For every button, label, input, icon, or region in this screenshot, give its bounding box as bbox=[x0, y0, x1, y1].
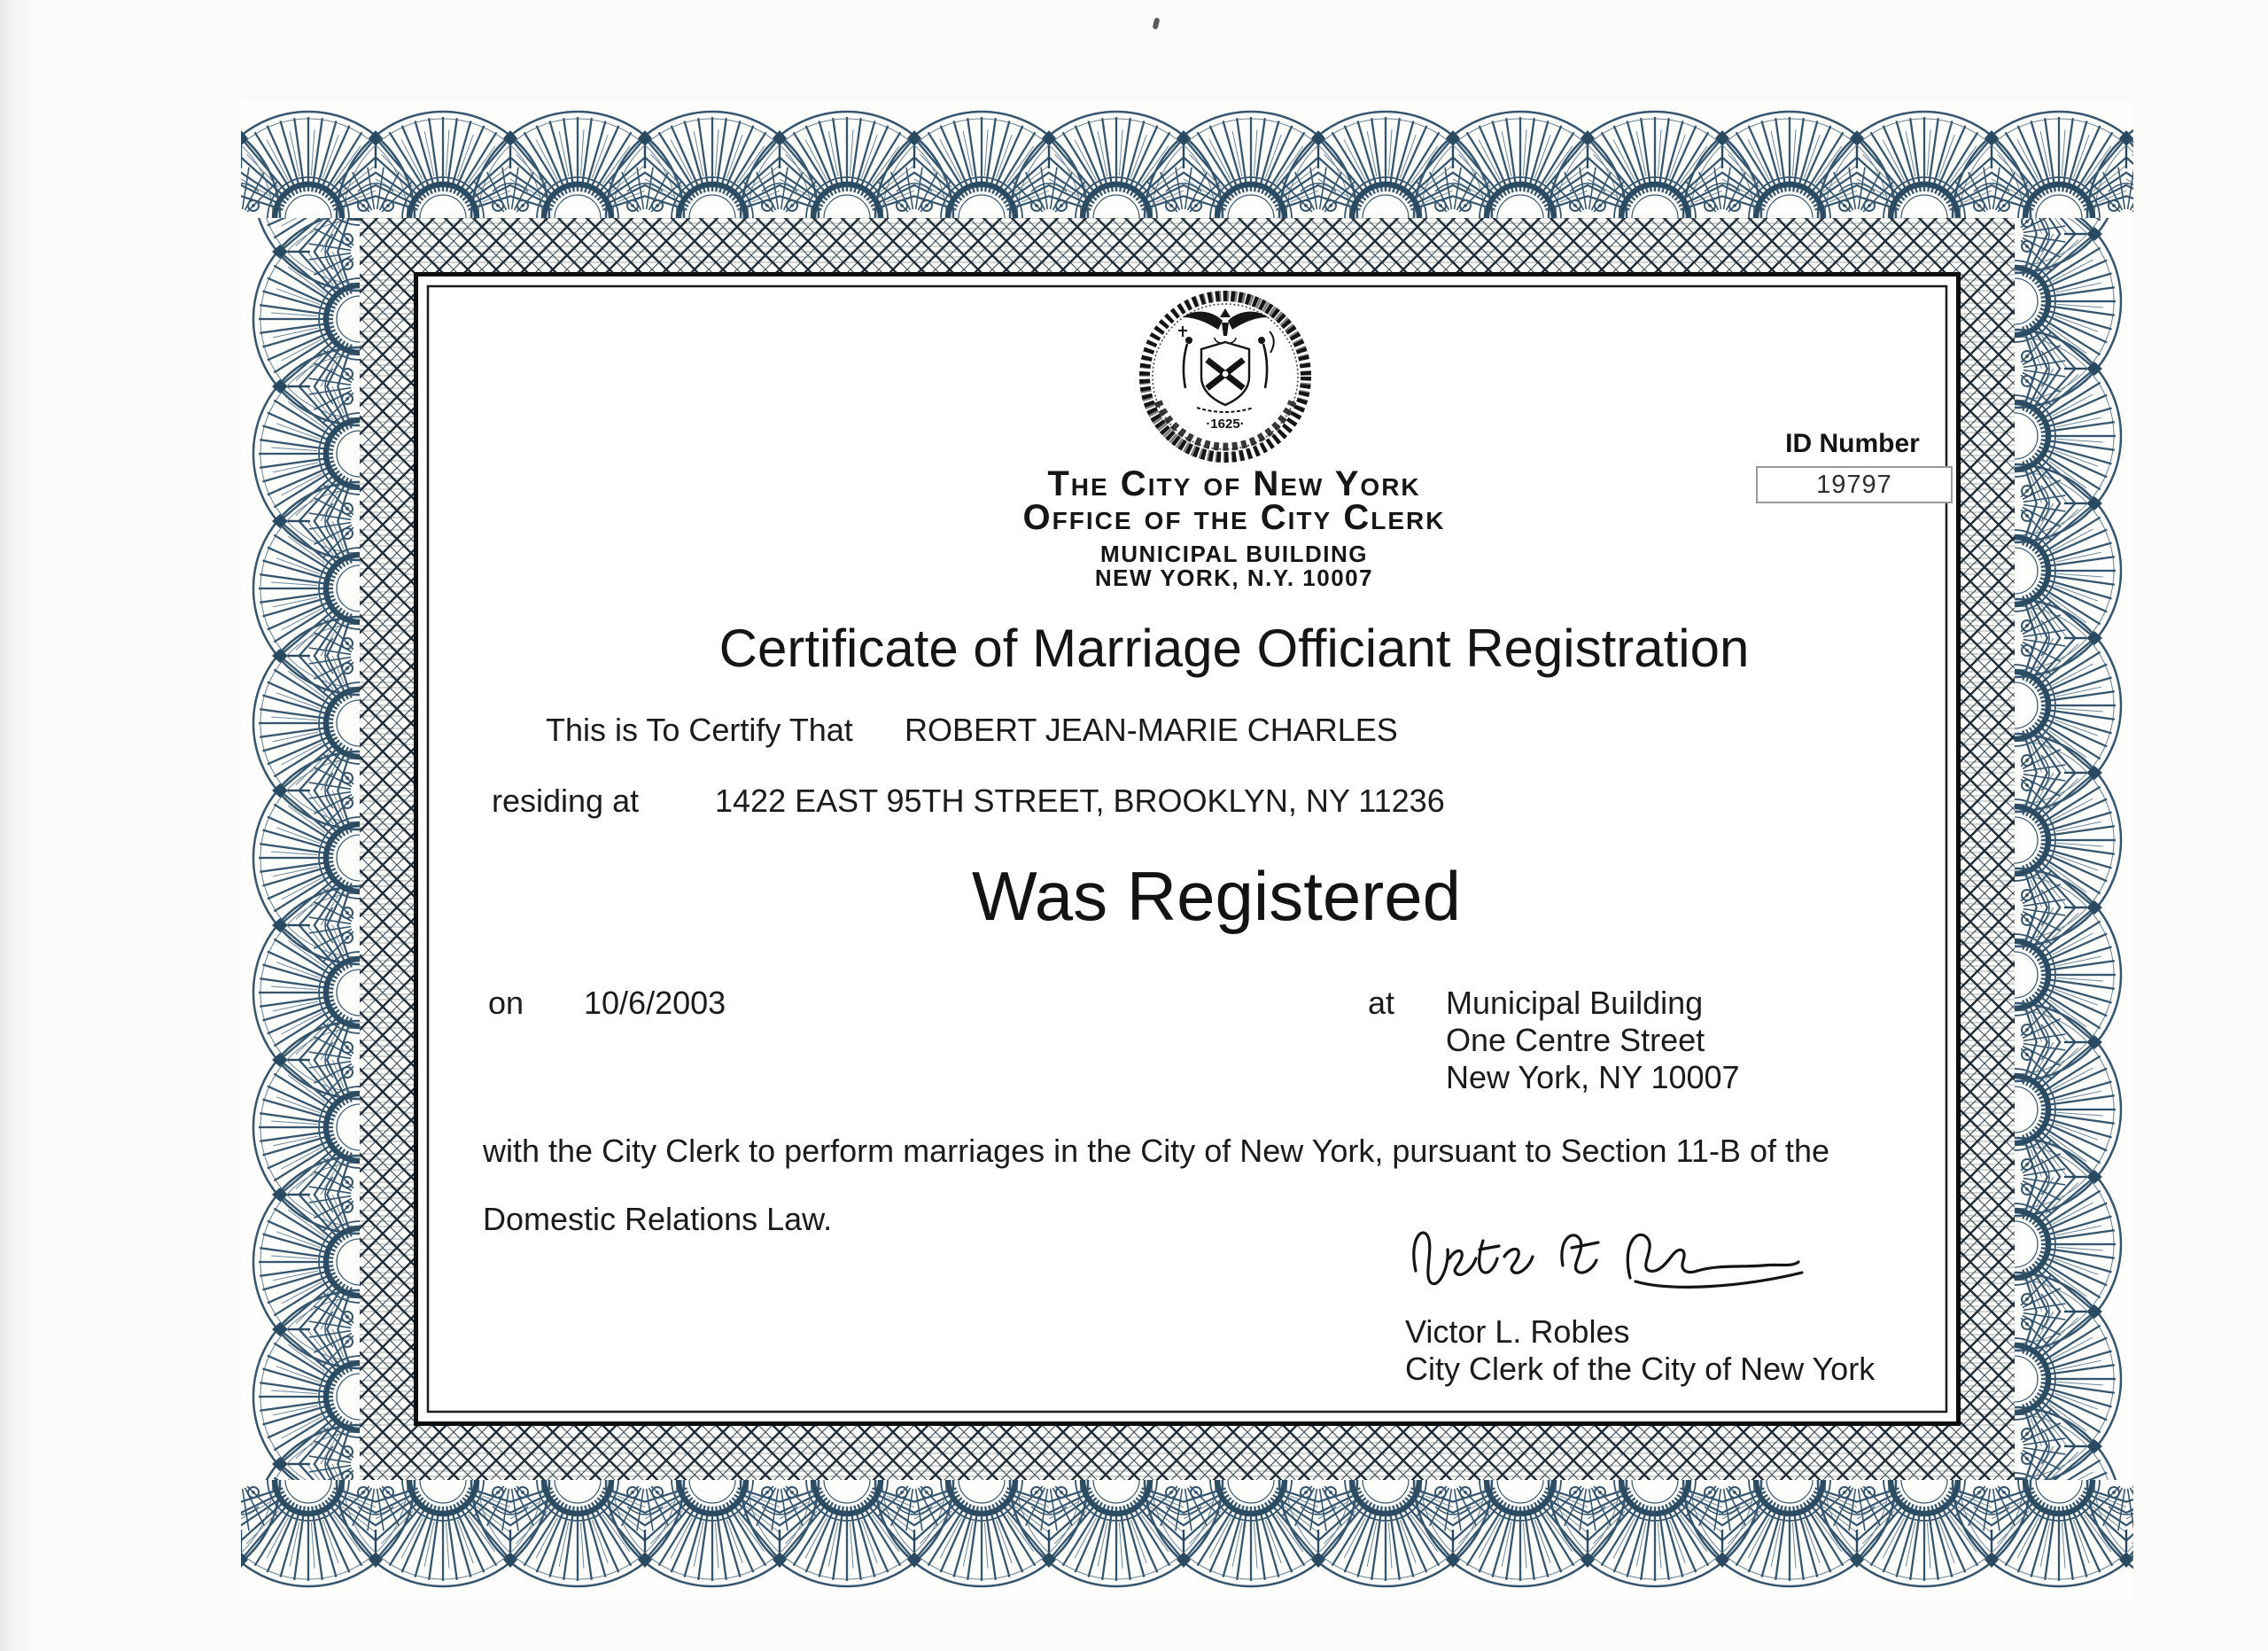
location-line-street: One Centre Street bbox=[1446, 1022, 1705, 1058]
signature-script bbox=[1398, 1219, 1814, 1290]
scan-artifact-mark bbox=[1153, 17, 1161, 29]
on-label: on bbox=[488, 985, 524, 1021]
header-building-line: MUNICIPAL BUILDING bbox=[1100, 541, 1368, 567]
residing-prefix: residing at bbox=[492, 783, 640, 819]
signer-title: City Clerk of the City of New York bbox=[1405, 1351, 1876, 1387]
header-office-line: Office of the City Clerk bbox=[1022, 498, 1446, 537]
signer-name: Victor L. Robles bbox=[1405, 1313, 1630, 1350]
location-line-building: Municipal Building bbox=[1446, 985, 1704, 1021]
clause-line-1: with the City Clerk to perform marriages in the City of New York, pursuant to Section 11-B of the bbox=[483, 1133, 1830, 1169]
certificate-content bbox=[432, 291, 1942, 1407]
registration-location bbox=[1446, 985, 1740, 1096]
location-line-city: New York, NY 10007 bbox=[1446, 1059, 1740, 1095]
nyc-city-seal-icon bbox=[1137, 285, 1314, 468]
seal-year-text: ·1625· bbox=[1206, 417, 1245, 432]
id-number-value: 19797 bbox=[1816, 470, 1892, 499]
header-city-line: The City of New York bbox=[1047, 464, 1421, 503]
clause-line-2: Domestic Relations Law. bbox=[483, 1201, 833, 1237]
certificate-title: Certificate of Marriage Officiant Registration bbox=[718, 619, 1750, 678]
id-number-box bbox=[1756, 466, 1953, 503]
at-label: at bbox=[1368, 985, 1395, 1021]
was-registered-text: Was Registered bbox=[972, 857, 1461, 935]
officiant-address: 1422 EAST 95TH STREET, BROOKLYN, NY 11236 bbox=[715, 783, 1445, 819]
header-address-line: NEW YORK, N.Y. 10007 bbox=[1094, 565, 1374, 591]
officiant-name: ROBERT JEAN-MARIE CHARLES bbox=[905, 712, 1398, 748]
registration-date: 10/6/2003 bbox=[584, 985, 726, 1021]
id-number-label: ID Number bbox=[1785, 429, 1920, 458]
certify-prefix: This is To Certify That bbox=[546, 712, 853, 748]
